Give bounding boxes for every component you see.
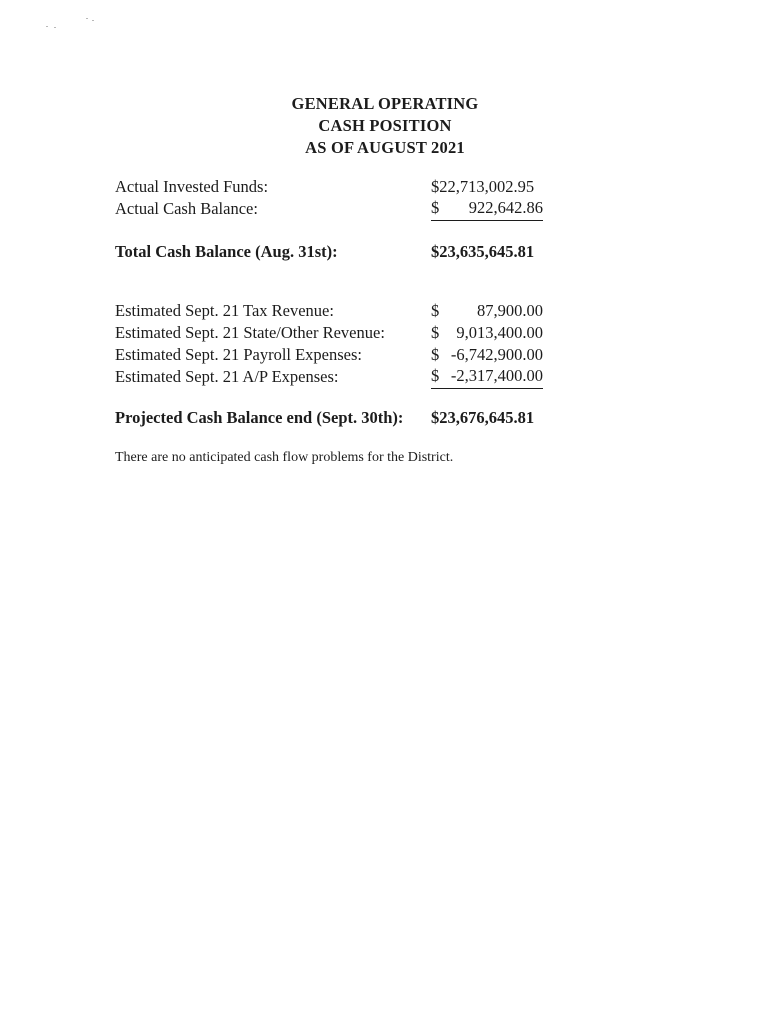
tax-revenue-amount-cell <box>431 300 543 322</box>
cash-balance-label: Actual Cash Balance: <box>115 199 258 218</box>
tax-revenue-label: Estimated Sept. 21 Tax Revenue: <box>115 301 334 320</box>
total-cash-balance-amount: $23,635,645.81 <box>431 242 535 261</box>
cash-balance-dollar-sign: $ <box>431 198 440 217</box>
projected-balance-amount-cell <box>431 407 543 429</box>
scan-artifacts <box>40 14 100 34</box>
title-line-1: GENERAL OPERATING <box>291 94 479 113</box>
projected-balance-amount: $23,676,645.81 <box>431 408 535 427</box>
state-revenue-label: Estimated Sept. 21 State/Other Revenue: <box>115 323 385 342</box>
projected-balance-label: Projected Cash Balance end (Sept. 30th): <box>115 408 404 427</box>
row-estimated-tax-revenue <box>115 300 555 322</box>
row-estimated-state-revenue <box>115 322 555 344</box>
payroll-expenses-amount-cell <box>431 344 543 366</box>
payroll-expenses-label: Estimated Sept. 21 Payroll Expenses: <box>115 345 363 364</box>
state-revenue-dollar-sign: $ <box>431 323 440 342</box>
cash-balance-amount: 922,642.86 <box>468 198 543 217</box>
ap-expenses-amount-cell <box>431 366 543 389</box>
invested-funds-amount: $22,713,002.95 <box>431 177 535 196</box>
row-projected-cash-balance <box>115 407 555 429</box>
tax-revenue-amount: 87,900.00 <box>477 301 543 320</box>
payroll-expenses-dollar-sign: $ <box>431 345 440 364</box>
state-revenue-amount-cell <box>431 322 543 344</box>
ap-expenses-label: Estimated Sept. 21 A/P Expenses: <box>115 367 339 386</box>
row-estimated-ap-expenses <box>115 366 555 388</box>
tax-revenue-dollar-sign: $ <box>431 301 440 320</box>
row-invested-funds <box>115 176 555 198</box>
title-line-3: AS OF AUGUST 2021 <box>305 138 465 157</box>
cash-flow-note: There are no anticipated cash flow problems for the District. <box>115 450 454 465</box>
cash-balance-amount-cell <box>431 198 543 221</box>
row-total-cash-balance <box>115 241 555 263</box>
total-cash-balance-amount-cell <box>431 241 543 263</box>
invested-funds-amount-cell <box>431 176 543 198</box>
payroll-expenses-amount: -6,742,900.00 <box>450 345 543 364</box>
ap-expenses-dollar-sign: $ <box>431 366 440 385</box>
ap-expenses-amount: -2,317,400.00 <box>450 366 543 385</box>
total-cash-balance-label: Total Cash Balance (Aug. 31st): <box>115 242 338 261</box>
report-title <box>200 93 570 159</box>
row-cash-balance <box>115 198 555 220</box>
state-revenue-amount: 9,013,400.00 <box>456 323 543 342</box>
invested-funds-label: Actual Invested Funds: <box>115 177 269 196</box>
title-line-2: CASH POSITION <box>318 116 452 135</box>
row-estimated-payroll-expenses <box>115 344 555 366</box>
